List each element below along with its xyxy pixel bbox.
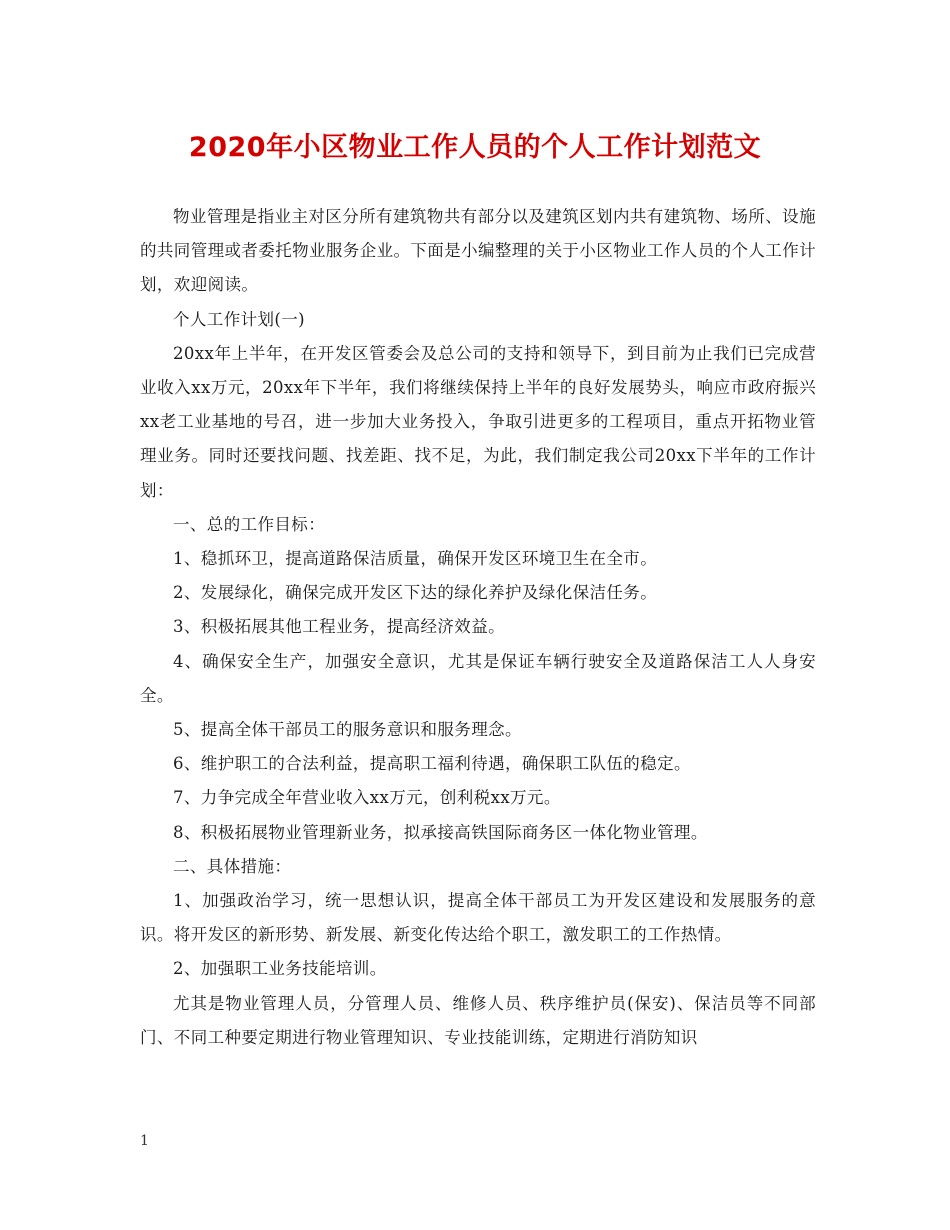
list-item-goal-4: 4、确保安全生产，加强安全意识，尤其是保证车辆行驶安全及道路保洁工人人身安全。 xyxy=(140,651,816,705)
list-item-measure-2: 2、加强职工业务技能培训。 xyxy=(173,959,387,979)
list-item-goal-1: 1、稳抓环卫，提高道路保洁质量，确保开发区环境卫生在全市。 xyxy=(173,549,658,569)
list-item-goal-8: 8、积极拓展物业管理新业务，拟承接高铁国际商务区一体化物业管理。 xyxy=(173,822,708,842)
paragraph-training-detail: 尤其是物业管理人员，分管理人员、维修人员、秩序维护员(保安)、保洁员等不同部门、不同工种要定期进行物业管理知识、专业技能训练，定期进行消防知识 xyxy=(140,993,816,1047)
list-item-goal-3: 3、积极拓展其他工程业务，提高经济效益。 xyxy=(173,617,505,637)
list-item-goal-2: 2、发展绿化，确保完成开发区下达的绿化养护及绿化保洁任务。 xyxy=(173,583,658,603)
page-number: 1 xyxy=(140,1133,149,1149)
list-item-goal-7: 7、力争完成全年营业收入xx万元，创利税xx万元。 xyxy=(173,788,561,808)
section-heading-goals: 一、总的工作目标： xyxy=(173,514,326,534)
paragraph-intro: 物业管理是指业主对区分所有建筑物共有部分以及建筑区划内共有建筑物、场所、设施的共同管理或者委托物业服务企业。下面是小编整理的关于小区物业工作人员的个人工作计划，欢迎阅读。 xyxy=(140,207,816,295)
document-body xyxy=(140,200,816,1055)
paragraph-plan-summary: 20xx年上半年，在开发区管委会及总公司的支持和领导下，到目前为止我们已完成营业收入xx万元，20xx年下半年，我们将继续保持上半年的良好发展势头，响应市政府振兴xx老工业基地的号召，进一步加大业务投入，争取引进更多的工程项目，重点开拓物业管理业务。同时还要找问题、找差距、找不足，为此，我们制定我公司20xx下半年的工作计划： xyxy=(140,343,816,500)
document-title: 2020年小区物业工作人员的个人工作计划范文 xyxy=(188,132,762,163)
list-item-goal-5: 5、提高全体干部员工的服务意识和服务理念。 xyxy=(173,720,522,740)
paragraph-plan-heading: 个人工作计划(一) xyxy=(173,309,305,329)
section-heading-measures: 二、具体措施： xyxy=(173,856,292,876)
list-item-measure-1: 1、加强政治学习，统一思想认识，提高全体干部员工为开发区建设和发展服务的意识。将开发区的新形势、新发展、新变化传达给个职工，激发职工的工作热情。 xyxy=(140,891,816,945)
list-item-goal-6: 6、维护职工的合法利益，提高职工福利待遇，确保职工队伍的稳定。 xyxy=(173,754,691,774)
